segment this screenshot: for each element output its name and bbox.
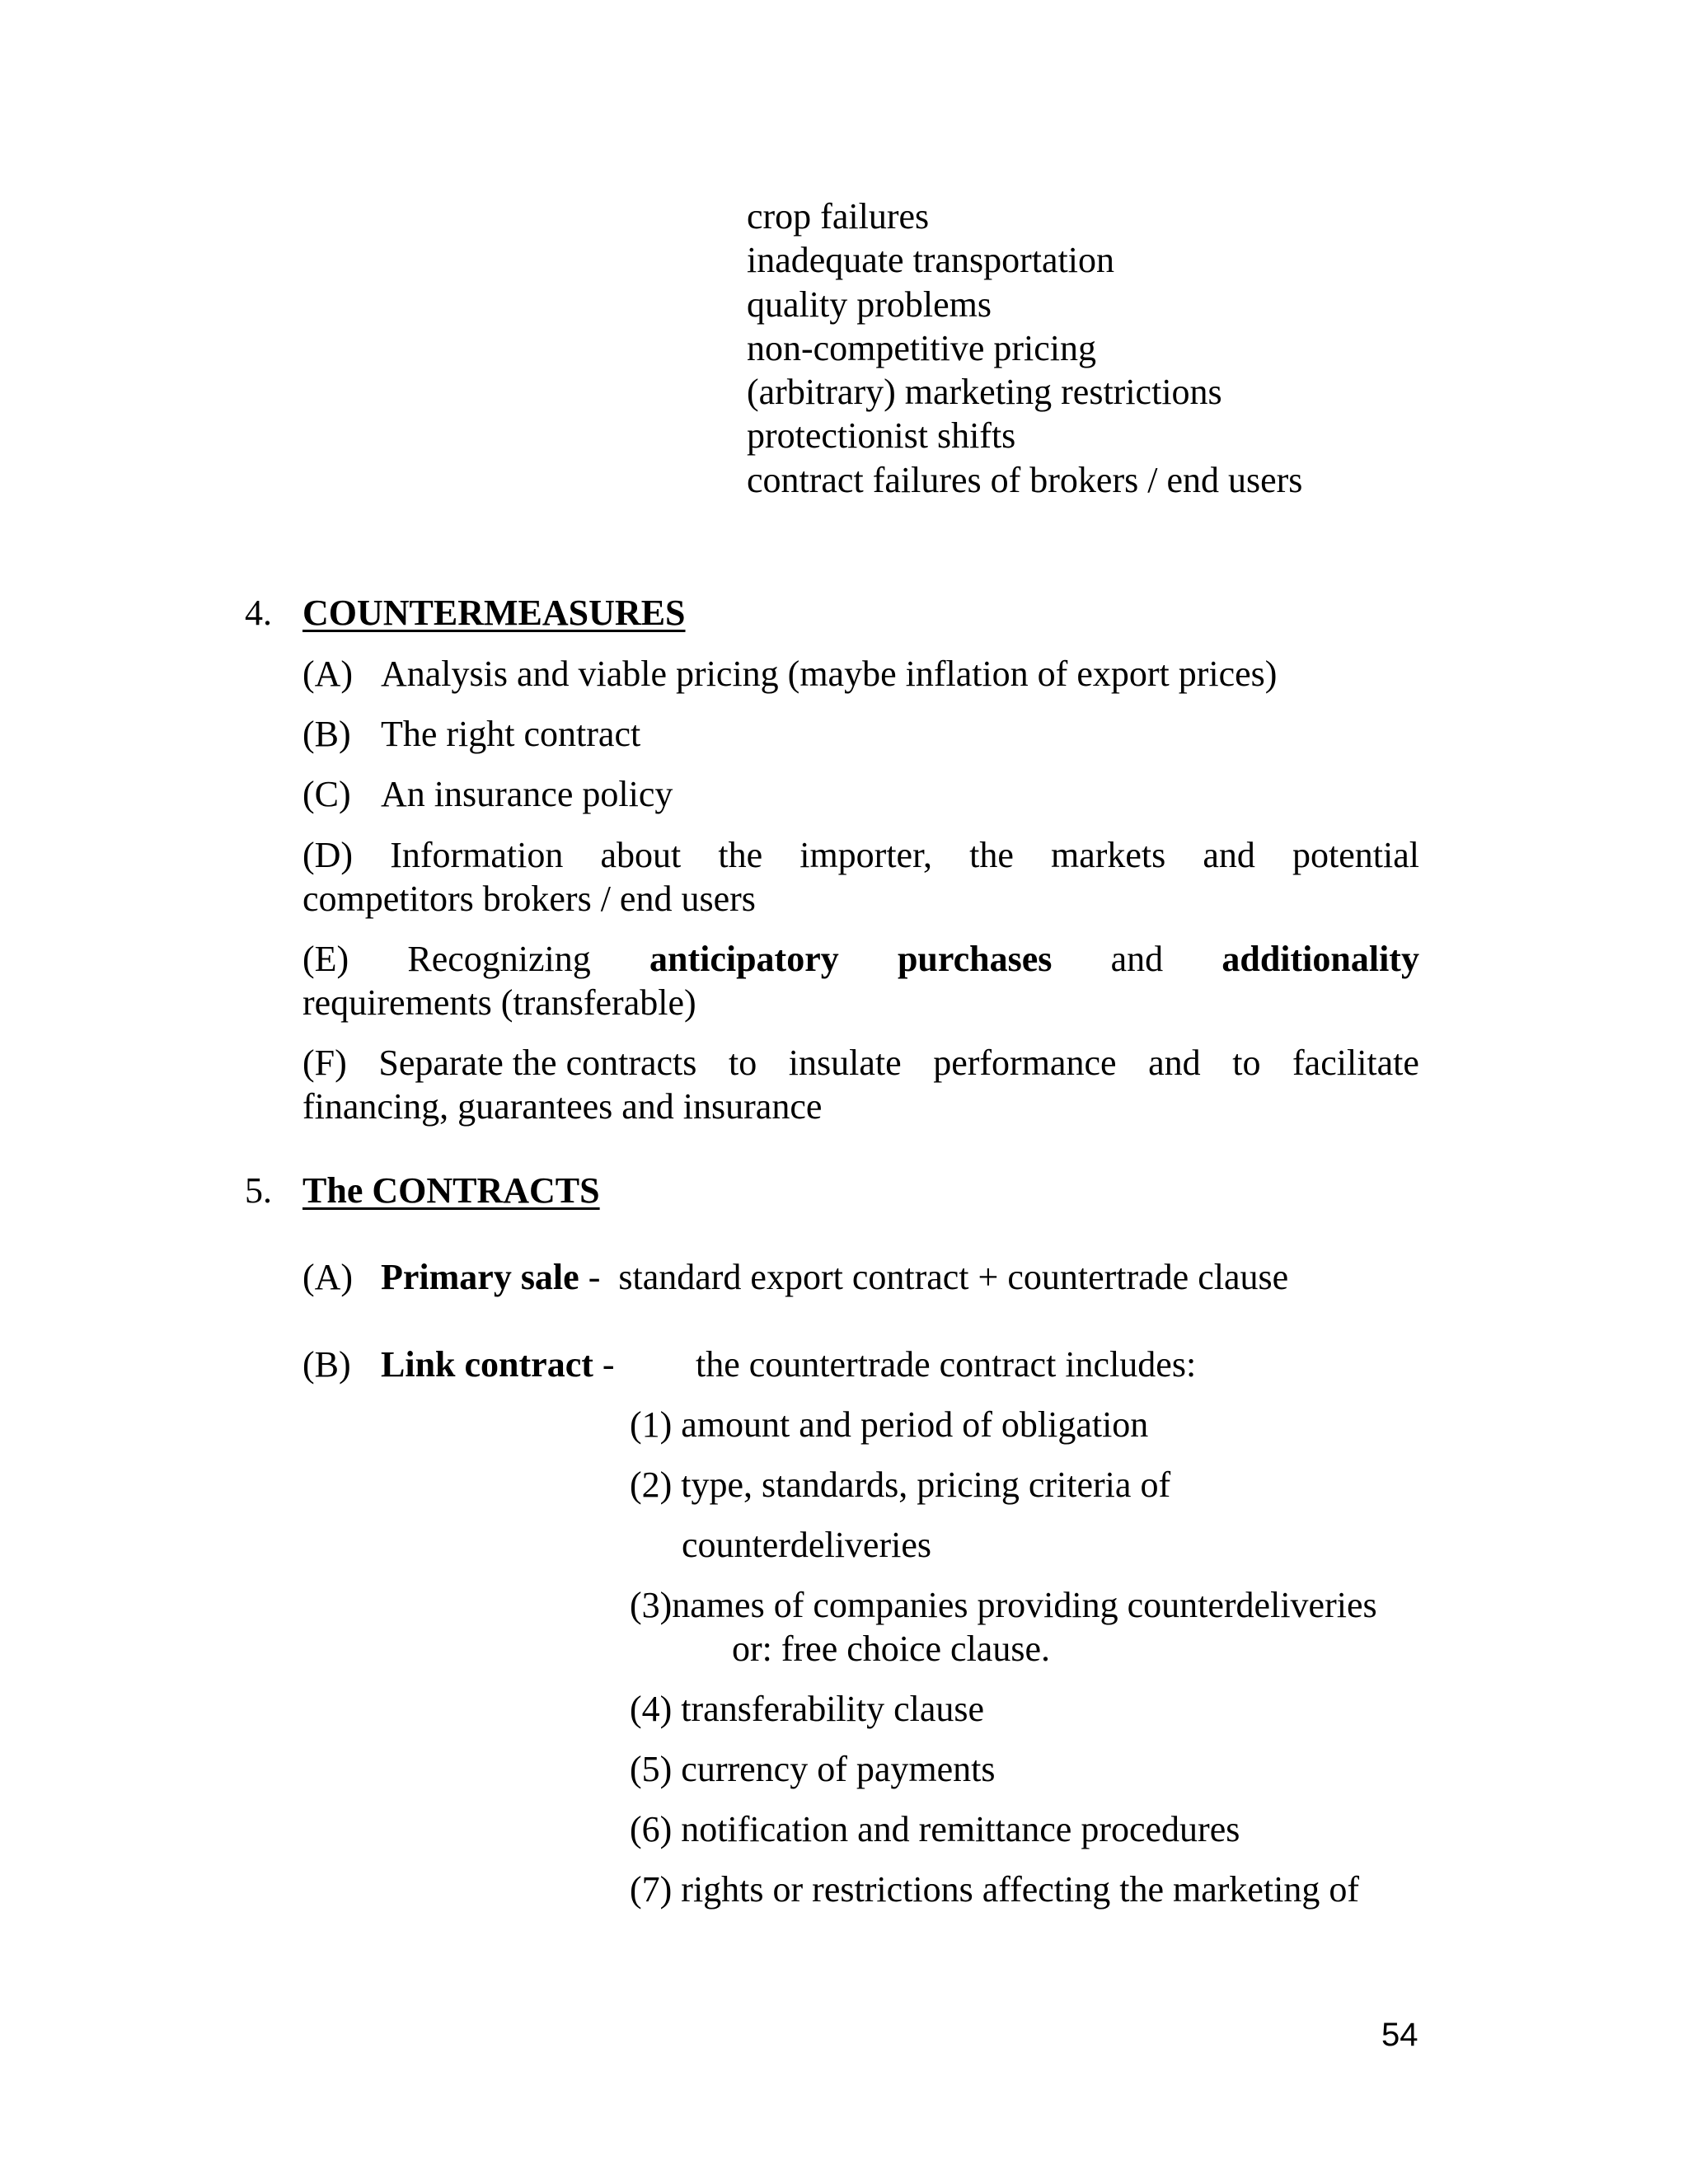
contract-clause-continuation: counterdeliveries [682,1525,931,1565]
section4-item-f-word: insulate [788,1043,902,1083]
section4-item-f [302,1041,1419,1128]
section4-item-e-word: and [1110,939,1164,979]
section4-item-e-label: (E) [302,939,349,979]
section4-item-d-line1 [302,833,1419,877]
section4-item-a-label: (A) [302,654,354,694]
section4-item-e-line1 [302,937,1419,981]
risk-item: (arbitrary) marketing restrictions [747,372,1222,413]
section4-item-d-word: and [1203,835,1255,875]
section4-item-f-word: facilitate [1292,1043,1419,1083]
section4-item-d-word: the [718,835,763,875]
risk-item: crop failures [747,196,930,237]
section4-item-d-word: markets [1050,835,1166,875]
risk-item: quality problems [747,284,992,325]
contract-clause: (2) type, standards, pricing criteria of [630,1465,1171,1505]
section4-item-d-word: about [600,835,682,875]
section5-item-b [381,1343,615,1386]
risk-item: protectionist shifts [747,415,1016,457]
section4-item-b-text: The right contract [381,714,641,754]
section4-item-e-bold: additionality [1221,939,1419,979]
risk-item: contract failures of brokers / end users [747,459,1303,500]
contract-clause: (7) rights or restrictions affecting the marketing of [630,1869,1360,1910]
section4-item-f-word: and [1148,1043,1201,1083]
section5-number: 5. [245,1170,272,1211]
section5-item-b-dash: - [593,1344,615,1385]
section5-item-a-dash: - [579,1257,610,1297]
risk-item: inadequate transportation [747,240,1114,281]
section4-item-d-word: Information [390,835,564,875]
section4-item-d-word: potential [1292,835,1419,875]
contract-clause-continuation: or: free choice clause. [732,1629,1050,1669]
section5-item-b-bold: Link contract [381,1344,593,1385]
section4-item-b-label: (B) [302,714,351,754]
section4-item-e-bold: anticipatory [649,939,839,979]
section5-item-b-text: the countertrade contract includes: [696,1344,1197,1385]
contract-clause: (1) amount and period of obligation [630,1404,1149,1445]
section4-item-f-line1 [302,1041,1419,1085]
section4-item-e-bold: purchases [897,939,1053,979]
section5-item-b-label: (B) [302,1344,351,1385]
section4-item-f-label: (F) [302,1043,347,1083]
section4-item-f-word: Separate the contracts [378,1043,697,1083]
contract-clause: (3)names of companies providing counterdeliveries [630,1585,1377,1625]
contract-clause: (6) notification and remittance procedures [630,1809,1240,1849]
section5-item-a-bold: Primary sale [381,1257,579,1297]
page-number: 54 [1381,2017,1418,2053]
section4-item-f-line2: financing, guarantees and insurance [302,1086,823,1127]
risk-list [747,194,1302,502]
section4-item-c-label: (C) [302,774,351,814]
section5-heading: The CONTRACTS [302,1170,600,1211]
section4-heading: COUNTERMEASURES [302,593,686,633]
section5-item-a-text: standard export contract + countertrade clause [609,1257,1289,1297]
section4-item-d-word: the [969,835,1014,875]
section4-item-d-line2: competitors brokers / end users [302,879,756,919]
section4-item-e-line2: requirements (transferable) [302,982,696,1023]
section4-item-f-word: to [1232,1043,1261,1083]
section4-item-c-text: An insurance policy [381,774,673,814]
contract-clause: (5) currency of payments [630,1749,996,1789]
section4-item-f-word: performance [933,1043,1117,1083]
risk-item: non-competitive pricing [747,327,1096,368]
section4-item-d [302,833,1419,921]
section4-number: 4. [245,593,272,633]
section4-item-d-label: (D) [302,835,354,875]
section5-item-a-label: (A) [302,1257,354,1297]
section4-item-a-text: Analysis and viable pricing (maybe inflation of export prices) [381,654,1278,694]
section4-item-f-word: to [728,1043,757,1083]
section4-item-e [302,937,1419,1024]
section4-item-d-word: importer, [799,835,932,875]
section4-item-e-word: Recognizing [407,939,591,979]
section5-item-a [381,1256,1288,1299]
contract-clause: (4) transferability clause [630,1689,985,1729]
